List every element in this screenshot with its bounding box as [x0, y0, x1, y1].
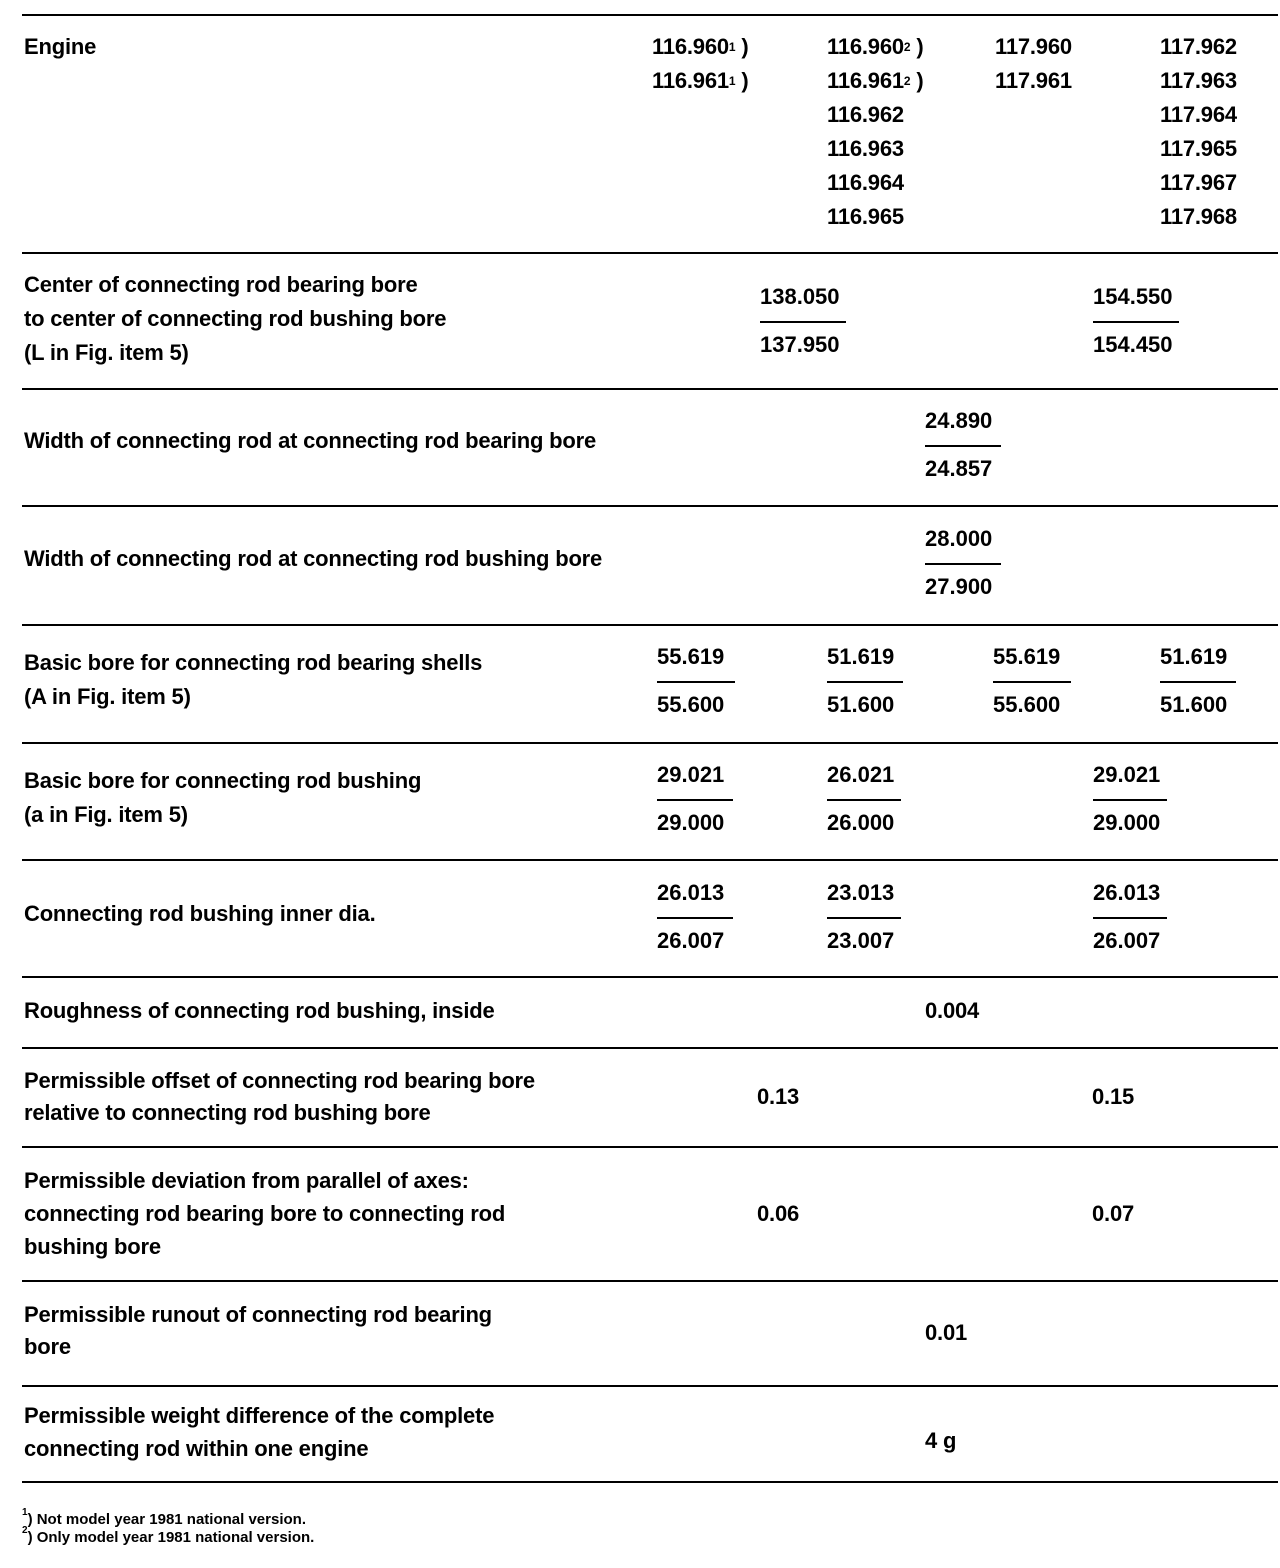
spec-value: 0.004: [925, 998, 980, 1023]
row-divider: [22, 624, 1278, 626]
tolerance-value: 24.890 24.857: [925, 408, 1001, 482]
row-divider: [22, 252, 1278, 254]
engine-code: 116.962: [827, 102, 904, 127]
row-label: relative to connecting rod bushing bore: [24, 1100, 431, 1125]
row-label: Basic bore for connecting rod bearing shells: [24, 650, 483, 675]
engine-code: 117.968: [1160, 204, 1237, 229]
tolerance-value: 55.619 55.600: [993, 644, 1071, 718]
row-label: connecting rod bearing bore to connecting rod: [24, 1201, 506, 1226]
row-label: Basic bore for connecting rod bushing: [24, 768, 422, 793]
engine-code: 117.961: [995, 68, 1072, 93]
tolerance-value: 29.021 29.000: [657, 762, 733, 836]
tolerance-value: 154.550 154.450: [1093, 284, 1179, 358]
row-label: Center of connecting rod bearing bore: [24, 272, 418, 297]
row-label: Roughness of connecting rod bushing, inside: [24, 998, 495, 1023]
engine-label: Engine: [24, 34, 97, 59]
footnote-2: $^2$) Only model year 1981 national version.: [22, 1525, 315, 1546]
spec-value: 0.15: [1092, 1084, 1135, 1109]
row-label: bore: [24, 1334, 71, 1359]
tolerance-value: 23.013 23.007: [827, 880, 901, 954]
row-label: Width of connecting rod at connecting rod bearing bore: [24, 428, 596, 453]
row-label: Width of connecting rod at connecting rod bushing bore: [24, 546, 603, 571]
engine-code: 117.960: [995, 34, 1072, 59]
engine-code: 116.961$^1$ ): [652, 68, 749, 93]
row-label: (L in Fig. item 5): [24, 340, 189, 365]
engine-code: 116.960$^1$ ): [652, 34, 749, 59]
row-divider: [22, 976, 1278, 978]
row-divider: [22, 742, 1278, 744]
row-divider: [22, 388, 1278, 390]
spec-value: 0.07: [1092, 1201, 1135, 1226]
row-divider: [22, 1146, 1278, 1148]
engine-code: 117.963: [1160, 68, 1237, 93]
top-rule: [22, 14, 1278, 16]
row-divider: [22, 505, 1278, 507]
engine-code: 117.962: [1160, 34, 1237, 59]
tolerance-value: 55.619 55.600: [657, 644, 735, 718]
tolerance-value: 26.013 26.007: [1093, 880, 1167, 954]
spec-value: 0.01: [925, 1320, 968, 1345]
row-label: Permissible offset of connecting rod bearing bore: [24, 1068, 535, 1093]
tolerance-value: 138.050 137.950: [760, 284, 846, 358]
bottom-rule: [22, 1481, 1278, 1483]
engine-code: 117.965: [1160, 136, 1237, 161]
tolerance-value: 29.021 29.000: [1093, 762, 1167, 836]
row-divider: [22, 1280, 1278, 1282]
row-label: Connecting rod bushing inner dia.: [24, 901, 376, 926]
tolerance-value: 28.000 27.900: [925, 526, 1001, 600]
spec-value: 0.06: [757, 1201, 800, 1226]
engine-code: 116.963: [827, 136, 904, 161]
tolerance-value: 51.619 51.600: [827, 644, 903, 718]
tolerance-value: 26.013 26.007: [657, 880, 733, 954]
footnote-1: $^1$) Not model year 1981 national version.: [22, 1507, 306, 1528]
engine-code: 116.964: [827, 170, 904, 195]
row-label: connecting rod within one engine: [24, 1436, 369, 1461]
tolerance-value: 26.021 26.000: [827, 762, 901, 836]
engine-code: 116.965: [827, 204, 904, 229]
engine-code: 116.960$^2$ ): [827, 34, 924, 59]
engine-code: 117.967: [1160, 170, 1237, 195]
row-label: (A in Fig. item 5): [24, 684, 191, 709]
row-label: Permissible weight difference of the complete: [24, 1403, 495, 1428]
engine-code: 116.961$^2$ ): [827, 68, 924, 93]
row-label: Permissible deviation from parallel of axes:: [24, 1168, 469, 1193]
row-divider: [22, 1047, 1278, 1049]
row-label: (a in Fig. item 5): [24, 802, 188, 827]
engine-code: 117.964: [1160, 102, 1237, 127]
row-label: bushing bore: [24, 1234, 161, 1259]
spec-value: 0.13: [757, 1084, 800, 1109]
row-divider: [22, 1385, 1278, 1387]
tolerance-value: 51.619 51.600: [1160, 644, 1236, 718]
row-divider: [22, 859, 1278, 861]
row-label: to center of connecting rod bushing bore: [24, 306, 447, 331]
spec-value: 4 g: [925, 1428, 957, 1453]
row-label: Permissible runout of connecting rod bearing: [24, 1302, 492, 1327]
